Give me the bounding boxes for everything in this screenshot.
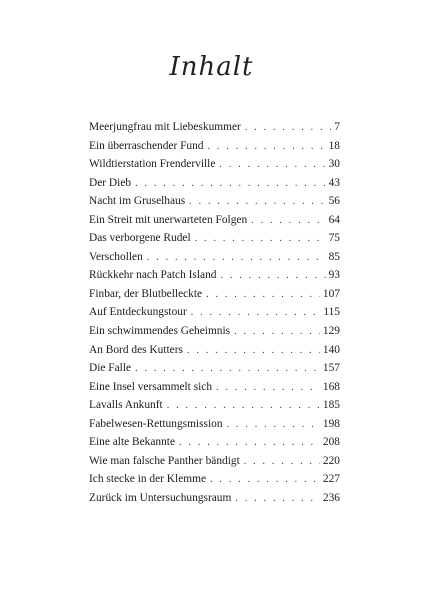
toc-leader-dots (220, 267, 325, 286)
toc-entry-page: 115 (323, 306, 340, 319)
toc-entry-title: Der Dieb (89, 176, 132, 189)
toc-entry (89, 155, 340, 174)
toc-entry-title: Ein überraschender Fund (89, 139, 204, 152)
toc-entry-page: 220 (322, 454, 340, 467)
toc-entry (89, 396, 340, 415)
toc-entry-page: 185 (322, 399, 340, 412)
toc-entry (89, 303, 340, 322)
toc-leader-dots (251, 212, 325, 231)
toc-entry-title: Lavalls Ankunft (89, 399, 163, 412)
toc-entry-title: Nacht im Gruselhaus (89, 195, 186, 208)
toc-entry-title: Eine alte Bekannte (89, 436, 176, 449)
toc-entry-title: Meerjungfrau mit Liebeskummer (89, 121, 241, 133)
toc-entry-title: Verschollen (89, 250, 143, 263)
toc-entry (89, 378, 340, 397)
toc-leader-dots (147, 249, 326, 268)
toc-entry-title: Zurück im Untersuchungsraum (89, 491, 232, 504)
toc-entry (89, 489, 340, 508)
toc-entry-page: 75 (328, 232, 340, 245)
toc-leader-dots (210, 471, 320, 490)
toc-leader-dots (244, 453, 320, 472)
toc-entry (89, 248, 340, 267)
toc-leader-dots (216, 379, 320, 398)
toc-entry-page: 208 (322, 436, 340, 449)
toc-entry-page: 168 (322, 380, 340, 393)
toc-entry-title: Fabelwesen-Rettungsmission (89, 417, 223, 430)
toc-entry (89, 174, 340, 193)
toc-entry-title: Finbar, der Blutbelleckte (89, 287, 203, 300)
toc-entry-title: Auf Entdeckungstour (89, 306, 187, 319)
toc-leader-dots (135, 175, 326, 194)
toc-entry-page: 85 (328, 250, 340, 263)
toc-entry (89, 359, 340, 378)
toc-leader-dots (195, 230, 326, 249)
toc-entry-page: 129 (322, 325, 340, 338)
toc-leader-dots (189, 193, 325, 212)
toc-entry (89, 285, 340, 304)
toc-entry-page: 18 (328, 139, 340, 152)
toc-entry-title: Die Falle (89, 362, 132, 375)
toc-entry-page: 236 (322, 491, 340, 504)
toc-entry (89, 452, 340, 471)
toc-entry (89, 341, 340, 360)
toc-leader-dots (167, 397, 320, 416)
toc-entry-page: 93 (328, 269, 340, 282)
toc-entry-title: Ich stecke in der Klemme (89, 473, 207, 486)
toc-entry-page: 64 (328, 213, 340, 226)
toc-leader-dots (179, 434, 320, 453)
toc-entry-title: Ein schwimmendes Geheimnis (89, 325, 231, 338)
toc-entry-page: 140 (322, 343, 340, 356)
toc-entry (89, 211, 340, 230)
toc-entry-title: Rückkehr nach Patch Island (89, 269, 217, 282)
toc-entry-page: 198 (322, 417, 340, 430)
toc-entry-page: 7 (334, 121, 340, 133)
toc-entry-page: 157 (322, 362, 340, 375)
toc-leader-dots (187, 342, 320, 361)
page-title: Inhalt (169, 52, 254, 82)
toc-entry-title: Das verborgene Rudel (89, 232, 191, 245)
toc-leader-dots (219, 156, 325, 175)
toc-leader-dots (191, 304, 321, 323)
toc-entry (89, 322, 340, 341)
toc-leader-dots (235, 490, 320, 509)
toc-entry-title: Wie man falsche Panther bändigt (89, 454, 240, 467)
toc-entry-page: 107 (322, 287, 340, 300)
toc-entry-page: 56 (328, 195, 340, 208)
toc-entry (89, 229, 340, 248)
toc-entry-page: 43 (328, 176, 340, 189)
toc-leader-dots (234, 323, 320, 342)
toc-entry-page: 30 (328, 158, 340, 171)
toc-entry (89, 266, 340, 285)
toc-leader-dots (245, 119, 331, 138)
toc-entry (89, 470, 340, 489)
toc-entry-page: 227 (322, 473, 340, 486)
toc-leader-dots (206, 286, 320, 305)
toc-entry (89, 118, 340, 137)
toc-entry (89, 433, 340, 452)
toc-leader-dots (208, 138, 326, 157)
toc-leader-dots (135, 360, 320, 379)
table-of-contents (89, 118, 340, 507)
toc-entry-title: An Bord des Kutters (89, 343, 183, 356)
toc-entry (89, 415, 340, 434)
toc-entry (89, 137, 340, 156)
toc-entry (89, 192, 340, 211)
toc-entry-title: Eine Insel versammelt sich (89, 380, 213, 393)
toc-entry-title: Ein Streit mit unerwarteten Folgen (89, 213, 248, 226)
toc-entry-title: Wildtierstation Frenderville (89, 158, 216, 171)
toc-leader-dots (227, 416, 320, 435)
